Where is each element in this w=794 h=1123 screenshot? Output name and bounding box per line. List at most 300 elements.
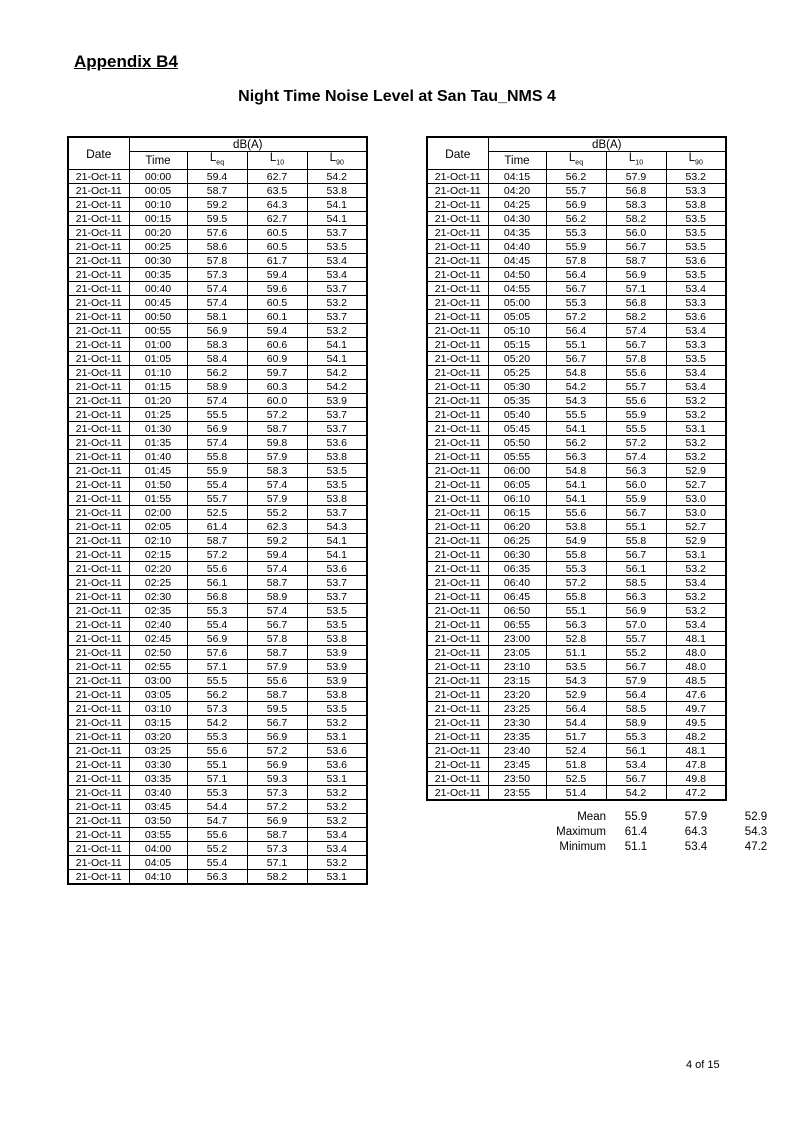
table-row xyxy=(68,814,367,828)
cell-l90: 53.8 xyxy=(307,184,367,198)
cell-l10: 56.9 xyxy=(247,758,307,772)
table-row xyxy=(427,604,726,618)
table-row xyxy=(68,688,367,702)
cell-time: 05:45 xyxy=(488,422,546,436)
cell-l90: 54.2 xyxy=(307,380,367,394)
cell-time: 00:25 xyxy=(129,240,187,254)
cell-l90: 53.5 xyxy=(666,352,726,366)
cell-time: 23:00 xyxy=(488,632,546,646)
cell-time: 02:30 xyxy=(129,590,187,604)
cell-l90: 53.3 xyxy=(666,296,726,310)
cell-time: 01:40 xyxy=(129,450,187,464)
cell-date: 21-Oct-11 xyxy=(427,758,488,772)
cell-l10: 57.9 xyxy=(247,492,307,506)
cell-leq: 56.4 xyxy=(546,268,606,282)
cell-time: 06:55 xyxy=(488,618,546,632)
table-row xyxy=(427,618,726,632)
cell-leq: 54.1 xyxy=(546,478,606,492)
cell-l90: 53.2 xyxy=(666,604,726,618)
cell-l90: 53.1 xyxy=(307,730,367,744)
cell-time: 23:55 xyxy=(488,786,546,801)
stat-l10: 53.4 xyxy=(684,841,708,853)
cell-leq: 55.7 xyxy=(546,184,606,198)
cell-time: 01:10 xyxy=(129,366,187,380)
cell-time: 03:45 xyxy=(129,800,187,814)
cell-l90: 49.8 xyxy=(666,772,726,786)
cell-date: 21-Oct-11 xyxy=(68,660,129,674)
cell-l10: 56.9 xyxy=(606,604,666,618)
cell-leq: 57.2 xyxy=(546,576,606,590)
table-row xyxy=(427,226,726,240)
cell-time: 06:35 xyxy=(488,562,546,576)
cell-l10: 56.4 xyxy=(606,688,666,702)
cell-date: 21-Oct-11 xyxy=(427,688,488,702)
cell-l10: 60.0 xyxy=(247,394,307,408)
stats-row xyxy=(426,825,786,840)
cell-l10: 58.3 xyxy=(247,464,307,478)
cell-leq: 59.4 xyxy=(187,170,247,184)
table-row xyxy=(427,240,726,254)
cell-l90: 54.1 xyxy=(307,352,367,366)
cell-date: 21-Oct-11 xyxy=(68,674,129,688)
cell-l10: 58.7 xyxy=(247,828,307,842)
cell-date: 21-Oct-11 xyxy=(68,492,129,506)
cell-date: 21-Oct-11 xyxy=(427,268,488,282)
cell-l10: 56.1 xyxy=(606,562,666,576)
cell-l90: 53.2 xyxy=(666,450,726,464)
cell-l10: 59.4 xyxy=(247,548,307,562)
cell-time: 06:25 xyxy=(488,534,546,548)
cell-l10: 57.8 xyxy=(606,352,666,366)
cell-l90: 53.3 xyxy=(666,338,726,352)
table-row xyxy=(68,772,367,786)
cell-l10: 60.9 xyxy=(247,352,307,366)
cell-leq: 54.9 xyxy=(546,534,606,548)
cell-leq: 58.1 xyxy=(187,310,247,324)
cell-l10: 55.6 xyxy=(247,674,307,688)
cell-l90: 52.9 xyxy=(666,464,726,478)
table-row xyxy=(68,212,367,226)
cell-date: 21-Oct-11 xyxy=(427,212,488,226)
table-row xyxy=(427,394,726,408)
cell-date: 21-Oct-11 xyxy=(68,282,129,296)
cell-l10: 58.7 xyxy=(247,576,307,590)
cell-l10: 60.6 xyxy=(247,338,307,352)
cell-date: 21-Oct-11 xyxy=(427,226,488,240)
table-row xyxy=(68,170,367,184)
cell-l90: 53.2 xyxy=(307,296,367,310)
header-time: Time xyxy=(129,152,187,170)
cell-l90: 54.2 xyxy=(307,170,367,184)
table-row xyxy=(427,380,726,394)
table-row xyxy=(68,184,367,198)
cell-l90: 53.5 xyxy=(666,240,726,254)
cell-leq: 53.8 xyxy=(546,520,606,534)
cell-date: 21-Oct-11 xyxy=(68,170,129,184)
cell-leq: 55.9 xyxy=(546,240,606,254)
cell-leq: 55.5 xyxy=(546,408,606,422)
cell-time: 03:55 xyxy=(129,828,187,842)
cell-l10: 56.7 xyxy=(606,506,666,520)
cell-l90: 47.6 xyxy=(666,688,726,702)
table-row xyxy=(68,422,367,436)
stat-leq: 55.9 xyxy=(624,811,648,823)
cell-l10: 56.7 xyxy=(606,660,666,674)
cell-leq: 57.1 xyxy=(187,660,247,674)
cell-time: 02:10 xyxy=(129,534,187,548)
cell-date: 21-Oct-11 xyxy=(427,450,488,464)
table-row xyxy=(427,688,726,702)
cell-l10: 58.7 xyxy=(247,646,307,660)
cell-l90: 53.4 xyxy=(666,576,726,590)
table-row xyxy=(427,534,726,548)
cell-l10: 55.1 xyxy=(606,520,666,534)
cell-leq: 55.6 xyxy=(187,828,247,842)
cell-leq: 52.8 xyxy=(546,632,606,646)
cell-time: 01:50 xyxy=(129,478,187,492)
cell-l90: 53.5 xyxy=(307,464,367,478)
cell-date: 21-Oct-11 xyxy=(68,408,129,422)
cell-l10: 58.5 xyxy=(606,702,666,716)
cell-date: 21-Oct-11 xyxy=(68,310,129,324)
table-row xyxy=(427,450,726,464)
header-leq: $L_{eq}$ xyxy=(187,152,247,170)
cell-leq: 57.4 xyxy=(187,282,247,296)
table-row xyxy=(68,786,367,800)
table-row xyxy=(427,772,726,786)
cell-l10: 57.3 xyxy=(247,842,307,856)
cell-l90: 53.4 xyxy=(307,268,367,282)
cell-l90: 53.4 xyxy=(307,254,367,268)
table-row xyxy=(68,870,367,885)
table-row xyxy=(427,282,726,296)
table-row xyxy=(427,408,726,422)
cell-time: 03:15 xyxy=(129,716,187,730)
table-row xyxy=(427,310,726,324)
cell-date: 21-Oct-11 xyxy=(427,716,488,730)
cell-l10: 55.3 xyxy=(606,730,666,744)
cell-l10: 58.7 xyxy=(606,254,666,268)
cell-leq: 56.3 xyxy=(187,870,247,885)
cell-time: 05:15 xyxy=(488,338,546,352)
cell-time: 05:40 xyxy=(488,408,546,422)
cell-time: 05:25 xyxy=(488,366,546,380)
cell-l90: 52.9 xyxy=(666,534,726,548)
cell-leq: 55.5 xyxy=(187,674,247,688)
table-row xyxy=(68,436,367,450)
cell-l10: 60.1 xyxy=(247,310,307,324)
cell-l10: 56.9 xyxy=(247,730,307,744)
cell-l10: 55.6 xyxy=(606,366,666,380)
header-date: Date xyxy=(68,137,129,170)
cell-time: 05:35 xyxy=(488,394,546,408)
cell-date: 21-Oct-11 xyxy=(68,772,129,786)
cell-date: 21-Oct-11 xyxy=(427,352,488,366)
cell-l10: 57.2 xyxy=(247,408,307,422)
table-row xyxy=(68,576,367,590)
cell-l90: 53.2 xyxy=(307,324,367,338)
table-row xyxy=(68,534,367,548)
cell-l90: 53.9 xyxy=(307,394,367,408)
table-row xyxy=(68,660,367,674)
cell-l10: 57.9 xyxy=(606,674,666,688)
cell-time: 01:20 xyxy=(129,394,187,408)
cell-l10: 57.4 xyxy=(247,562,307,576)
cell-leq: 55.4 xyxy=(187,856,247,870)
cell-date: 21-Oct-11 xyxy=(427,492,488,506)
cell-time: 05:20 xyxy=(488,352,546,366)
cell-time: 02:40 xyxy=(129,618,187,632)
cell-l10: 57.3 xyxy=(247,786,307,800)
cell-leq: 56.1 xyxy=(187,576,247,590)
cell-l90: 54.1 xyxy=(307,338,367,352)
cell-leq: 56.2 xyxy=(187,366,247,380)
cell-l10: 55.9 xyxy=(606,408,666,422)
cell-leq: 54.4 xyxy=(546,716,606,730)
cell-date: 21-Oct-11 xyxy=(68,240,129,254)
cell-leq: 55.8 xyxy=(546,548,606,562)
cell-l90: 53.8 xyxy=(307,450,367,464)
cell-l90: 53.6 xyxy=(307,436,367,450)
table-row xyxy=(427,632,726,646)
cell-time: 06:30 xyxy=(488,548,546,562)
cell-l90: 48.1 xyxy=(666,632,726,646)
cell-l10: 57.1 xyxy=(247,856,307,870)
cell-leq: 55.6 xyxy=(187,744,247,758)
cell-l90: 53.7 xyxy=(307,408,367,422)
cell-leq: 55.3 xyxy=(546,226,606,240)
cell-l10: 57.2 xyxy=(247,800,307,814)
cell-date: 21-Oct-11 xyxy=(427,366,488,380)
cell-l10: 58.2 xyxy=(606,310,666,324)
cell-l90: 53.4 xyxy=(666,380,726,394)
cell-l10: 57.4 xyxy=(606,450,666,464)
cell-date: 21-Oct-11 xyxy=(427,702,488,716)
table-row xyxy=(68,254,367,268)
header-l10: $L_{10}$ xyxy=(606,152,666,170)
cell-leq: 51.4 xyxy=(546,786,606,801)
table-row xyxy=(427,548,726,562)
cell-l90: 53.4 xyxy=(307,828,367,842)
table-row xyxy=(427,422,726,436)
cell-time: 06:45 xyxy=(488,590,546,604)
cell-l90: 53.8 xyxy=(307,688,367,702)
cell-time: 23:20 xyxy=(488,688,546,702)
cell-leq: 56.3 xyxy=(546,618,606,632)
cell-date: 21-Oct-11 xyxy=(68,520,129,534)
cell-leq: 56.2 xyxy=(187,688,247,702)
cell-time: 05:05 xyxy=(488,310,546,324)
cell-l90: 53.7 xyxy=(307,590,367,604)
stats-row xyxy=(426,840,786,855)
cell-date: 21-Oct-11 xyxy=(427,660,488,674)
table-row xyxy=(427,352,726,366)
cell-leq: 55.1 xyxy=(187,758,247,772)
cell-date: 21-Oct-11 xyxy=(427,296,488,310)
cell-l10: 56.7 xyxy=(606,548,666,562)
cell-leq: 55.3 xyxy=(546,562,606,576)
cell-date: 21-Oct-11 xyxy=(68,212,129,226)
cell-date: 21-Oct-11 xyxy=(427,730,488,744)
cell-l90: 53.5 xyxy=(307,240,367,254)
cell-l10: 55.5 xyxy=(606,422,666,436)
cell-l90: 48.0 xyxy=(666,660,726,674)
table-row xyxy=(68,380,367,394)
table-body-left xyxy=(68,170,367,885)
cell-time: 03:20 xyxy=(129,730,187,744)
table-row xyxy=(68,394,367,408)
cell-leq: 61.4 xyxy=(187,520,247,534)
cell-time: 00:45 xyxy=(129,296,187,310)
table-row xyxy=(68,618,367,632)
cell-date: 21-Oct-11 xyxy=(427,170,488,184)
cell-l90: 52.7 xyxy=(666,520,726,534)
cell-l90: 53.8 xyxy=(307,632,367,646)
cell-l90: 53.5 xyxy=(666,226,726,240)
cell-l90: 53.2 xyxy=(307,856,367,870)
cell-time: 00:20 xyxy=(129,226,187,240)
table-row xyxy=(68,324,367,338)
table-row xyxy=(68,506,367,520)
stat-leq: 61.4 xyxy=(624,826,648,838)
cell-l10: 57.4 xyxy=(606,324,666,338)
table-row xyxy=(427,184,726,198)
table-row xyxy=(427,758,726,772)
cell-date: 21-Oct-11 xyxy=(427,590,488,604)
cell-l10: 58.7 xyxy=(247,688,307,702)
cell-time: 23:25 xyxy=(488,702,546,716)
cell-date: 21-Oct-11 xyxy=(427,240,488,254)
table-row xyxy=(68,478,367,492)
cell-l90: 54.1 xyxy=(307,212,367,226)
cell-l10: 59.8 xyxy=(247,436,307,450)
cell-date: 21-Oct-11 xyxy=(68,786,129,800)
cell-l90: 53.2 xyxy=(307,786,367,800)
cell-time: 02:55 xyxy=(129,660,187,674)
page-number: 4 of 15 xyxy=(686,1059,720,1071)
table-row xyxy=(427,576,726,590)
cell-date: 21-Oct-11 xyxy=(427,478,488,492)
cell-time: 04:50 xyxy=(488,268,546,282)
cell-date: 21-Oct-11 xyxy=(68,534,129,548)
cell-l90: 53.4 xyxy=(666,618,726,632)
cell-leq: 51.8 xyxy=(546,758,606,772)
cell-leq: 55.6 xyxy=(546,506,606,520)
cell-leq: 54.3 xyxy=(546,394,606,408)
cell-time: 04:30 xyxy=(488,212,546,226)
cell-l90: 53.5 xyxy=(307,604,367,618)
cell-time: 03:50 xyxy=(129,814,187,828)
cell-l90: 53.2 xyxy=(666,562,726,576)
cell-leq: 56.9 xyxy=(546,198,606,212)
cell-leq: 57.1 xyxy=(187,772,247,786)
table-row xyxy=(427,730,726,744)
cell-date: 21-Oct-11 xyxy=(68,758,129,772)
cell-leq: 57.3 xyxy=(187,268,247,282)
cell-time: 04:10 xyxy=(129,870,187,885)
cell-date: 21-Oct-11 xyxy=(427,618,488,632)
cell-date: 21-Oct-11 xyxy=(68,716,129,730)
cell-time: 02:45 xyxy=(129,632,187,646)
cell-date: 21-Oct-11 xyxy=(427,646,488,660)
cell-time: 04:05 xyxy=(129,856,187,870)
cell-date: 21-Oct-11 xyxy=(427,310,488,324)
cell-l90: 53.6 xyxy=(666,254,726,268)
cell-leq: 52.5 xyxy=(187,506,247,520)
cell-date: 21-Oct-11 xyxy=(68,856,129,870)
cell-l10: 58.2 xyxy=(247,870,307,885)
cell-date: 21-Oct-11 xyxy=(427,324,488,338)
cell-l90: 54.2 xyxy=(307,366,367,380)
cell-l90: 53.9 xyxy=(307,646,367,660)
cell-leq: 54.8 xyxy=(546,366,606,380)
table-row xyxy=(68,562,367,576)
table-row xyxy=(427,520,726,534)
cell-l90: 53.7 xyxy=(307,282,367,296)
cell-l10: 64.3 xyxy=(247,198,307,212)
cell-l10: 56.7 xyxy=(247,716,307,730)
cell-time: 00:15 xyxy=(129,212,187,226)
cell-date: 21-Oct-11 xyxy=(68,828,129,842)
header-date: Date xyxy=(427,137,488,170)
cell-leq: 57.2 xyxy=(546,310,606,324)
cell-l90: 53.2 xyxy=(666,590,726,604)
cell-leq: 54.2 xyxy=(187,716,247,730)
cell-time: 04:00 xyxy=(129,842,187,856)
cell-l10: 62.7 xyxy=(247,170,307,184)
cell-date: 21-Oct-11 xyxy=(68,254,129,268)
cell-l10: 56.1 xyxy=(606,744,666,758)
cell-time: 05:50 xyxy=(488,436,546,450)
cell-time: 01:15 xyxy=(129,380,187,394)
table-row xyxy=(68,310,367,324)
cell-date: 21-Oct-11 xyxy=(68,422,129,436)
cell-date: 21-Oct-11 xyxy=(427,464,488,478)
table-row xyxy=(427,716,726,730)
cell-l10: 56.7 xyxy=(606,240,666,254)
summary-stats xyxy=(426,810,786,855)
cell-l90: 53.1 xyxy=(666,422,726,436)
cell-date: 21-Oct-11 xyxy=(427,562,488,576)
cell-l10: 57.9 xyxy=(247,450,307,464)
table-row xyxy=(68,856,367,870)
cell-l90: 49.5 xyxy=(666,716,726,730)
cell-date: 21-Oct-11 xyxy=(68,436,129,450)
cell-date: 21-Oct-11 xyxy=(427,548,488,562)
cell-date: 21-Oct-11 xyxy=(68,730,129,744)
cell-date: 21-Oct-11 xyxy=(427,338,488,352)
table-row xyxy=(68,408,367,422)
cell-date: 21-Oct-11 xyxy=(68,324,129,338)
cell-leq: 57.4 xyxy=(187,296,247,310)
stat-leq: 51.1 xyxy=(624,841,648,853)
table-row xyxy=(68,632,367,646)
cell-date: 21-Oct-11 xyxy=(427,394,488,408)
cell-l10: 60.5 xyxy=(247,240,307,254)
table-row xyxy=(427,786,726,801)
cell-date: 21-Oct-11 xyxy=(68,702,129,716)
cell-date: 21-Oct-11 xyxy=(68,380,129,394)
table-row xyxy=(68,492,367,506)
cell-l10: 55.9 xyxy=(606,492,666,506)
cell-time: 00:05 xyxy=(129,184,187,198)
cell-date: 21-Oct-11 xyxy=(68,450,129,464)
cell-l90: 53.5 xyxy=(666,268,726,282)
cell-l10: 57.9 xyxy=(247,660,307,674)
cell-time: 05:10 xyxy=(488,324,546,338)
cell-time: 06:20 xyxy=(488,520,546,534)
table-row xyxy=(68,296,367,310)
